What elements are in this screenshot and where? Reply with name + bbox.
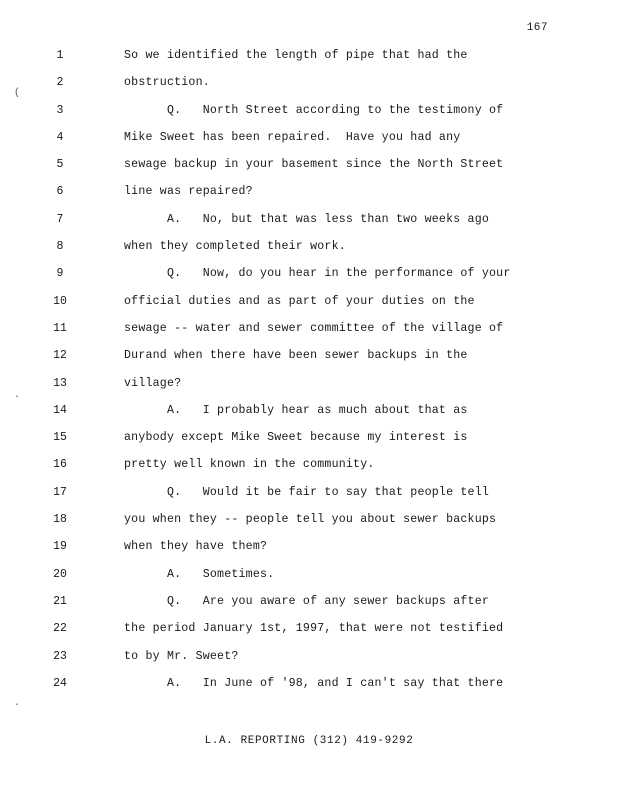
transcript-line [0, 616, 618, 643]
margin-mark: ( [14, 88, 21, 99]
transcript-line [0, 589, 618, 616]
line-text: A. In June of '98, and I can't say that there [124, 676, 504, 690]
transcript-line [0, 562, 618, 589]
line-number: 7 [56, 212, 64, 226]
line-text: the period January 1st, 1997, that were not testified [124, 622, 504, 636]
transcript-line [0, 343, 618, 370]
transcript-line [0, 507, 618, 534]
line-text: when they completed their work. [124, 240, 346, 254]
line-number: 22 [53, 622, 67, 636]
transcript-line [0, 234, 618, 261]
transcript-line [0, 261, 618, 288]
line-text: Durand when there have been sewer backups in the [124, 349, 468, 363]
transcript-body [0, 43, 618, 698]
line-text: Mike Sweet has been repaired. Have you had any [124, 130, 461, 144]
line-number: 6 [56, 185, 64, 199]
transcript-line [0, 70, 618, 97]
transcript-line [0, 125, 618, 152]
margin-mark: · [14, 700, 21, 711]
line-number: 1 [56, 49, 64, 62]
line-number: 8 [56, 240, 64, 254]
transcript-line [0, 671, 618, 698]
line-number: 18 [53, 513, 67, 527]
line-number: 23 [53, 649, 67, 663]
line-number: 19 [53, 540, 67, 554]
line-number: 24 [53, 676, 67, 690]
line-text: when they have them? [124, 540, 268, 554]
transcript-line [0, 43, 618, 70]
line-number: 20 [53, 567, 67, 581]
line-text: village? [124, 376, 182, 390]
transcript-line [0, 98, 618, 125]
transcript-line [0, 452, 618, 479]
transcript-line [0, 371, 618, 398]
transcript-line [0, 179, 618, 206]
margin-mark: · [14, 392, 21, 403]
line-text: sewage backup in your basement since the North Street [124, 158, 504, 172]
page-number: 167 [526, 22, 548, 34]
transcript-line [0, 534, 618, 561]
line-number: 12 [53, 349, 67, 363]
transcript-line [0, 644, 618, 671]
line-number: 15 [53, 431, 67, 445]
transcript-line [0, 152, 618, 179]
reporter-footer: L.A. REPORTING (312) 419-9292 [204, 735, 414, 747]
line-number: 21 [53, 594, 67, 608]
line-number: 10 [53, 294, 67, 308]
line-number: 17 [53, 485, 67, 499]
line-number: 4 [56, 130, 64, 144]
transcript-line [0, 207, 618, 234]
line-number: 14 [53, 403, 67, 417]
line-text: Q. Would it be fair to say that people tell [124, 485, 490, 499]
transcript-line [0, 289, 618, 316]
line-text: A. No, but that was less than two weeks ago [124, 212, 490, 226]
line-text: obstruction. [124, 76, 210, 90]
line-text: A. Sometimes. [124, 567, 275, 581]
line-number: 11 [53, 321, 67, 335]
line-text: line was repaired? [124, 185, 253, 199]
line-number: 5 [56, 158, 64, 172]
transcript-line [0, 480, 618, 507]
line-text: pretty well known in the community. [124, 458, 375, 472]
transcript-line [0, 425, 618, 452]
line-text: you when they -- people tell you about sewer backups [124, 513, 497, 527]
line-text: Q. North Street according to the testimony of [124, 103, 504, 117]
line-text: So we identified the length of pipe that had the [124, 49, 468, 62]
line-text: sewage -- water and sewer committee of the village of [124, 321, 504, 335]
line-text: to by Mr. Sweet? [124, 649, 239, 663]
transcript-line [0, 398, 618, 425]
line-text: anybody except Mike Sweet because my interest is [124, 431, 468, 445]
line-text: official duties and as part of your duties on the [124, 294, 475, 308]
line-number: 13 [53, 376, 67, 390]
transcript-line [0, 316, 618, 343]
line-number: 9 [56, 267, 64, 281]
line-text: A. I probably hear as much about that as [124, 403, 468, 417]
line-text: Q. Now, do you hear in the performance of your [124, 267, 511, 281]
line-text: Q. Are you aware of any sewer backups after [124, 594, 490, 608]
line-number: 3 [56, 103, 64, 117]
line-number: 2 [56, 76, 64, 90]
line-number: 16 [53, 458, 67, 472]
